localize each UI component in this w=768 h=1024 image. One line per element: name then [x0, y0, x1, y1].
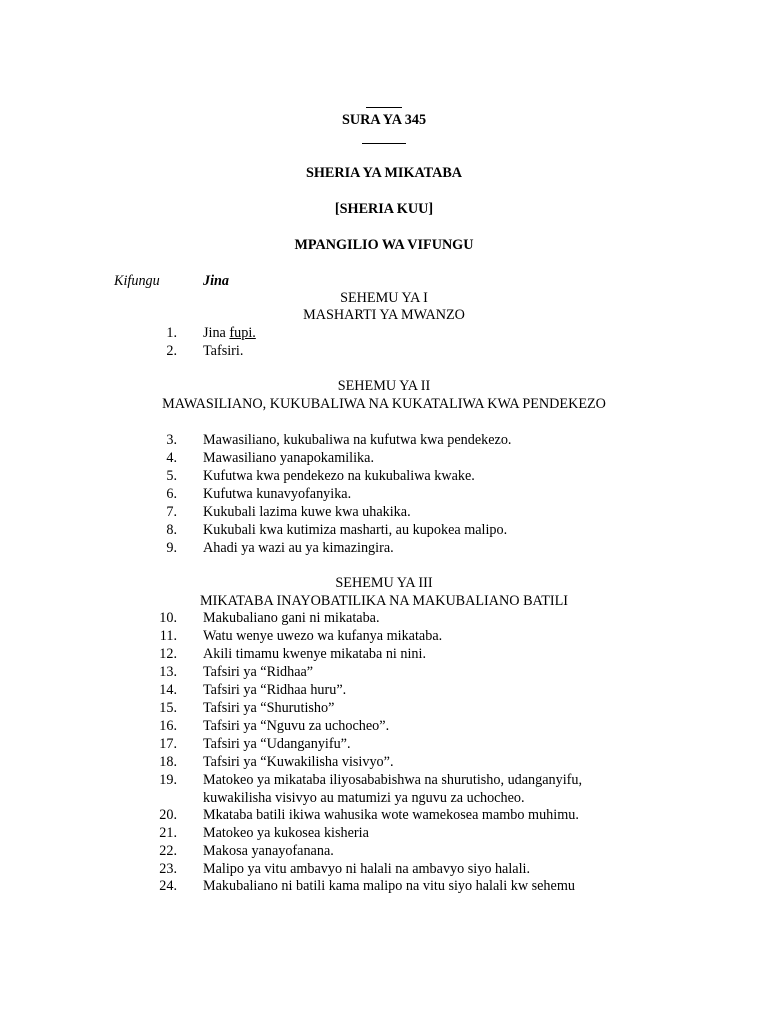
- item-number: 17.: [159, 736, 177, 752]
- item-number: 8.: [166, 522, 177, 538]
- item-text: Watu wenye uwezo wa kufanya mikataba.: [203, 628, 443, 644]
- item-text: Tafsiri ya “Nguvu za uchocheo”.: [203, 718, 390, 734]
- item-text: Tafsiri.: [203, 343, 244, 359]
- column-heading-name: Jina: [203, 273, 230, 289]
- part-title: MASHARTI YA MWANZO: [303, 307, 465, 323]
- item-text: Makubaliano ni batili kama malipo na vitu siyo halali kw sehemu: [203, 878, 575, 894]
- item-number: 2.: [166, 343, 177, 359]
- bottom-rule: [362, 143, 406, 144]
- item-text: kuwakilisha visivyo au matumizi ya nguvu za uchocheo.: [203, 790, 525, 806]
- item-text: Malipo ya vitu ambavyo ni halali na ambavyo siyo halali.: [203, 861, 531, 877]
- item-text: Kufutwa kwa pendekezo na kukubaliwa kwake.: [203, 468, 475, 484]
- item-number: 5.: [166, 468, 177, 484]
- item-text: Makosa yanayofanana.: [203, 843, 334, 859]
- item-number: 9.: [166, 540, 177, 556]
- item-text: Kukubali kwa kutimiza masharti, au kupokea malipo.: [203, 522, 508, 538]
- item-number: 23.: [159, 861, 177, 877]
- item-text: Mawasiliano, kukubaliwa na kufutwa kwa pendekezo.: [203, 432, 512, 448]
- item-number: 6.: [166, 486, 177, 502]
- item-number: 11.: [159, 628, 177, 644]
- toc-title: MPANGILIO WA VIFUNGU: [294, 237, 474, 253]
- item-text: Jina fupi.: [203, 325, 256, 341]
- item-text: Tafsiri ya “Shurutisho”: [203, 700, 335, 716]
- top-rule: [366, 107, 402, 108]
- item-text: Akili timamu kwenye mikataba ni nini.: [203, 646, 427, 662]
- item-number: 14.: [159, 682, 177, 698]
- item-text: Matokeo ya kukosea kisheria: [203, 825, 369, 841]
- item-number: 18.: [159, 754, 177, 770]
- item-text: Tafsiri ya “Udanganyifu”.: [203, 736, 351, 752]
- item-text: Kukubali lazima kuwe kwa uhakika.: [203, 504, 411, 520]
- part-label: SEHEMU YA III: [335, 575, 433, 591]
- item-number: 1.: [166, 325, 177, 341]
- item-text: Kufutwa kunavyofanyika.: [203, 486, 352, 502]
- item-number: 20.: [159, 807, 177, 823]
- item-text: Tafsiri ya “Kuwakilisha visivyo”.: [203, 754, 394, 770]
- part-label: SEHEMU YA II: [337, 378, 431, 394]
- item-text: Tafsiri ya “Ridhaa”: [203, 664, 314, 680]
- chapter-title: SURA YA 345: [341, 112, 427, 128]
- item-number: 4.: [166, 450, 177, 466]
- item-number: 21.: [159, 825, 177, 841]
- item-number: 24.: [159, 878, 177, 894]
- act-title: SHERIA YA MIKATABA: [305, 165, 463, 181]
- item-text: Tafsiri ya “Ridhaa huru”.: [203, 682, 347, 698]
- part-title: MIKATABA INAYOBATILIKA NA MAKUBALIANO BATILI: [200, 593, 568, 609]
- item-text: Makubaliano gani ni mikataba.: [203, 610, 380, 626]
- item-number: 10.: [159, 610, 177, 626]
- item-text: Mkataba batili ikiwa wahusika wote wamekosea mambo muhimu.: [203, 807, 579, 823]
- item-number: 12.: [159, 646, 177, 662]
- item-text-underlined: fupi.: [229, 325, 256, 341]
- item-number: 22.: [159, 843, 177, 859]
- item-number: 15.: [159, 700, 177, 716]
- part-label: SEHEMU YA I: [340, 290, 428, 306]
- item-text: Mawasiliano yanapokamilika.: [203, 450, 374, 466]
- item-number: 16.: [159, 718, 177, 734]
- part-title: MAWASILIANO, KUKUBALIWA NA KUKATALIWA KWA PENDEKEZO: [162, 396, 606, 412]
- item-number: 13.: [159, 664, 177, 680]
- act-subtitle: [SHERIA KUU]: [334, 201, 434, 217]
- item-number: 7.: [166, 504, 177, 520]
- item-text: Ahadi ya wazi au ya kimazingira.: [203, 540, 394, 556]
- item-number: 3.: [166, 432, 177, 448]
- item-text: Matokeo ya mikataba iliyosababishwa na shurutisho, udanganyifu,: [203, 772, 583, 788]
- column-heading-section: Kifungu: [114, 273, 160, 289]
- item-number: 19.: [159, 772, 177, 788]
